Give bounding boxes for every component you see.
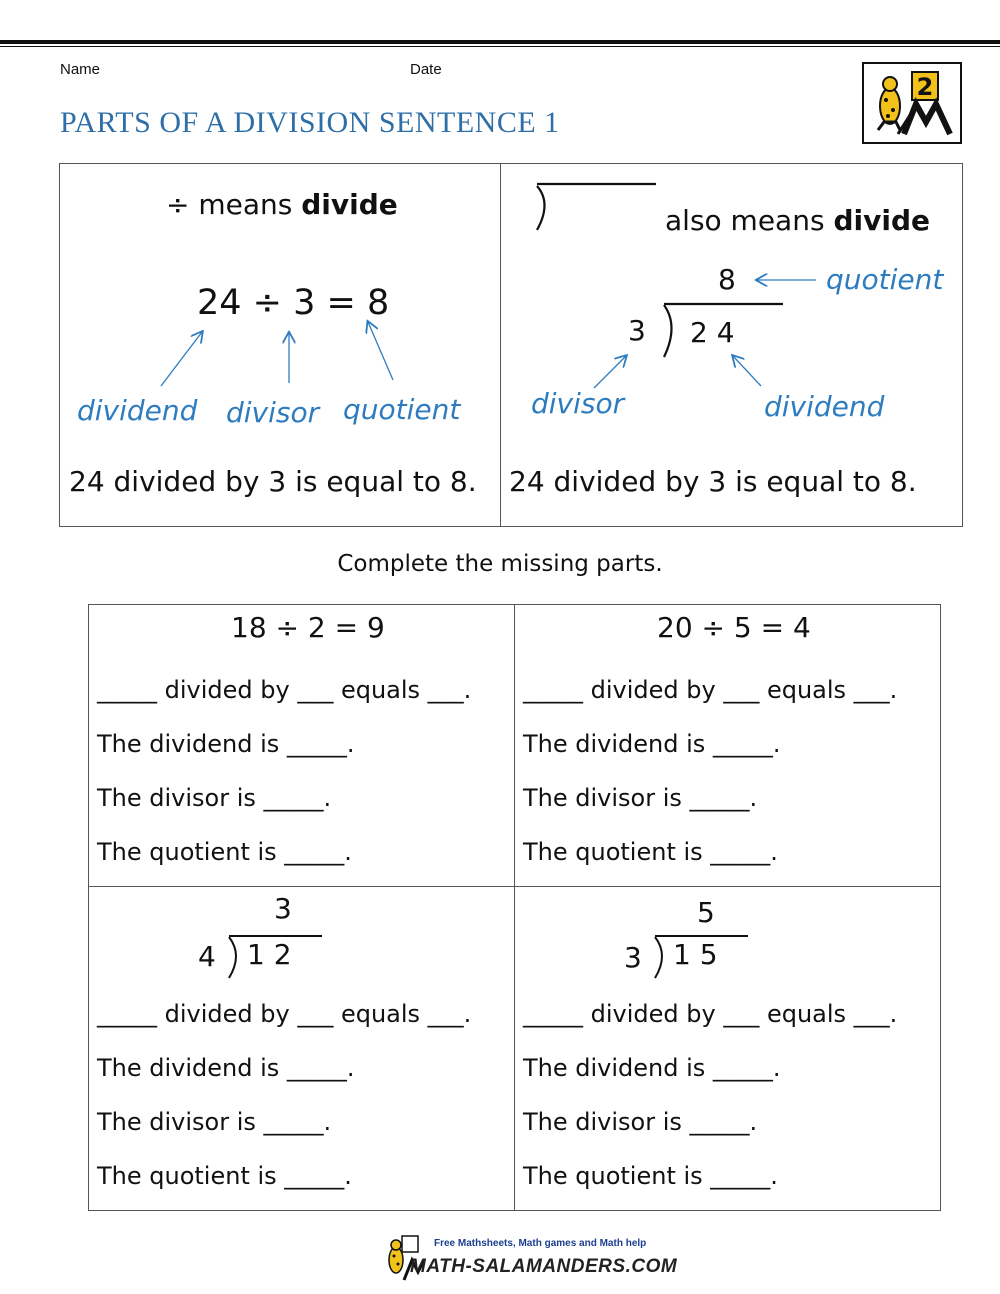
ex2-line3: The divisor is _____. xyxy=(523,784,758,812)
footer-site: MATH-SALAMANDERS.COM xyxy=(410,1256,678,1277)
ex4-divisor: 3 xyxy=(624,941,642,974)
ex2-equation: 20 ÷ 5 = 4 xyxy=(657,611,811,644)
ex4-quotient: 5 xyxy=(697,896,715,929)
ex1-line2: The dividend is _____. xyxy=(97,730,355,758)
right-division-bracket xyxy=(664,305,672,357)
instruction: Complete the missing parts. xyxy=(337,551,663,577)
left-equation: 24 ÷ 3 = 8 xyxy=(197,283,390,323)
left-heading-text: ÷ means xyxy=(166,188,302,221)
left-sentence: 24 divided by 3 is equal to 8. xyxy=(69,465,477,498)
right-heading-bold: divide xyxy=(833,204,930,237)
right-label-divisor: divisor xyxy=(531,387,625,420)
ex3-line4: The quotient is _____. xyxy=(97,1162,352,1190)
right-quotient-value: 8 xyxy=(718,263,736,296)
ex3-line3: The divisor is _____. xyxy=(97,1108,332,1136)
date-label: Date xyxy=(410,61,442,78)
ex1-equation: 18 ÷ 2 = 9 xyxy=(231,611,385,644)
ex3-dividend: 1 2 xyxy=(247,938,292,971)
right-heading xyxy=(665,204,930,237)
ex2-line2: The dividend is _____. xyxy=(523,730,781,758)
label-quotient: quotient xyxy=(343,393,461,426)
ex1-line3: The divisor is _____. xyxy=(97,784,332,812)
page-title: PARTS OF A DIVISION SENTENCE 1 xyxy=(60,106,560,139)
ex3-line2: The dividend is _____. xyxy=(97,1054,355,1082)
right-dividend-value: 2 4 xyxy=(690,316,735,349)
right-sentence: 24 divided by 3 is equal to 8. xyxy=(509,465,917,498)
ex2-line4: The quotient is _____. xyxy=(523,838,778,866)
ex1-line1: _____ divided by ___ equals ___. xyxy=(97,676,472,704)
arrow-quotient xyxy=(368,322,393,380)
ex1-line4: The quotient is _____. xyxy=(97,838,352,866)
label-divisor: divisor xyxy=(226,396,320,429)
right-label-quotient: quotient xyxy=(826,263,944,296)
ex3-divisor: 4 xyxy=(198,940,216,973)
grid-horizontal-divider xyxy=(88,886,941,887)
arrow-dividend xyxy=(161,332,202,386)
right-divisor-value: 3 xyxy=(628,314,646,347)
name-label: Name xyxy=(60,61,101,78)
right-label-dividend: dividend xyxy=(764,390,885,423)
arrow-right-dividend xyxy=(733,356,761,386)
ex3-line1: _____ divided by ___ equals ___. xyxy=(97,1000,472,1028)
arrow-right-divisor xyxy=(594,356,626,388)
ex3-quotient: 3 xyxy=(274,892,292,925)
right-heading-text: also means xyxy=(665,204,834,237)
left-heading-bold: divide xyxy=(301,188,398,221)
ex4-dividend: 1 5 xyxy=(673,938,718,971)
ex2-line1: _____ divided by ___ equals ___. xyxy=(523,676,898,704)
grid-vertical-divider xyxy=(514,604,515,1211)
footer-tagline: Free Mathsheets, Math games and Math help xyxy=(434,1238,647,1249)
ex4-line2: The dividend is _____. xyxy=(523,1054,781,1082)
bracket-symbol-icon xyxy=(537,186,545,230)
ex4-line3: The divisor is _____. xyxy=(523,1108,758,1136)
ex4-line1: _____ divided by ___ equals ___. xyxy=(523,1000,898,1028)
ex4-line4: The quotient is _____. xyxy=(523,1162,778,1190)
logo-grade: 2 xyxy=(916,73,934,101)
label-dividend: dividend xyxy=(77,394,198,427)
